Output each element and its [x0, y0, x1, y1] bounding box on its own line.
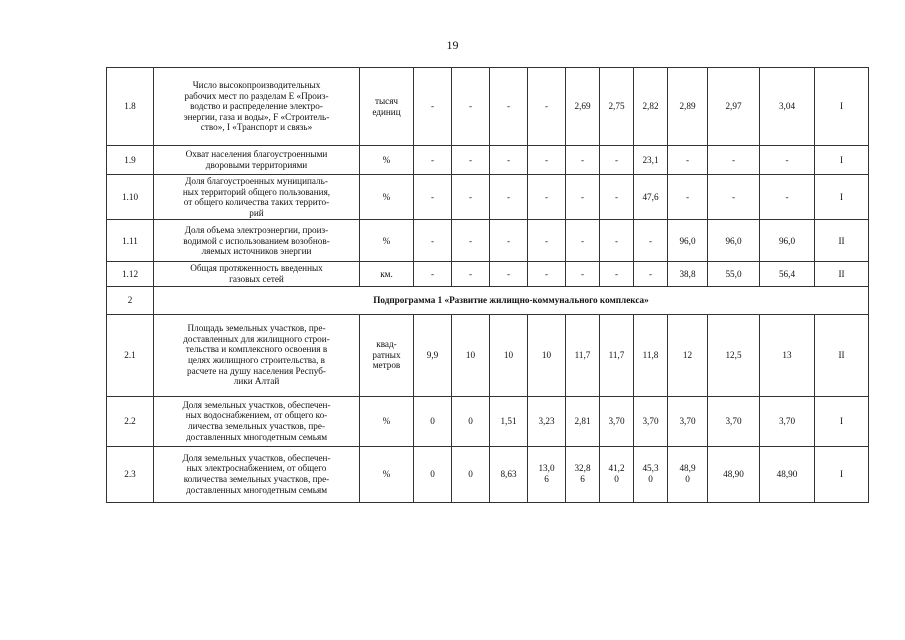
- year-value-text: -: [580, 268, 585, 279]
- year-value-text: 41,2 0: [608, 463, 625, 485]
- year-value-text: -: [430, 101, 435, 112]
- row-number-text: 1.12: [121, 268, 139, 279]
- year-value-text: -: [544, 154, 549, 165]
- year-value: [600, 262, 634, 286]
- year-value-text: -: [430, 235, 435, 246]
- year-value-text: 1,51: [500, 415, 517, 426]
- indicator-name: [154, 68, 360, 146]
- year-value: [634, 175, 668, 220]
- year-value: [760, 314, 815, 396]
- unit-text: %: [382, 235, 391, 246]
- year-value-text: 55,0: [725, 268, 742, 279]
- year-value: [566, 146, 600, 175]
- year-value-text: -: [785, 191, 789, 202]
- year-value-text: 96,0: [725, 235, 742, 246]
- year-value: [600, 175, 634, 220]
- year-value: [600, 396, 634, 446]
- year-value: [708, 68, 760, 146]
- year-value-text: 3,70: [642, 415, 659, 426]
- unit: [360, 220, 414, 262]
- year-value-text: 10: [465, 349, 476, 360]
- year-value-text: 9,9: [426, 349, 439, 360]
- indicator-name: [154, 175, 360, 220]
- year-value-text: 11,7: [608, 349, 625, 360]
- year-value: [566, 175, 600, 220]
- unit: [360, 396, 414, 446]
- unit: [360, 146, 414, 175]
- category: [815, 314, 869, 396]
- year-value: [414, 175, 452, 220]
- indicator-name-text: Площадь земельных участков, пре- доставленных для жилищного строи- тельства и комплексного освоения в целях жилищного строительства, в расчете на душу населения Респуб- лики Алтай: [183, 323, 330, 387]
- year-value: [452, 314, 490, 396]
- year-value-text: 2,75: [608, 101, 625, 112]
- year-value-text: -: [544, 101, 549, 112]
- year-value-text: 10: [503, 349, 514, 360]
- year-value-text: 48,9 0: [679, 463, 696, 485]
- category-text: I: [839, 101, 844, 112]
- year-value-text: 8,63: [500, 468, 517, 479]
- row-number-text: 1.8: [124, 101, 136, 112]
- row-number: [107, 146, 154, 175]
- category-text: II: [838, 349, 845, 360]
- indicators-table: [106, 67, 869, 503]
- year-value-text: -: [544, 191, 549, 202]
- year-value: [528, 262, 566, 286]
- year-value: [528, 314, 566, 396]
- year-value: [528, 175, 566, 220]
- subprogram-row: [107, 286, 869, 314]
- row-number: [107, 314, 154, 396]
- year-value: [708, 262, 760, 286]
- page-number: 19: [446, 38, 459, 52]
- year-value-text: -: [648, 235, 653, 246]
- year-value: [634, 146, 668, 175]
- unit-text: %: [382, 191, 391, 202]
- year-value: [668, 146, 708, 175]
- year-value: [600, 314, 634, 396]
- unit: [360, 446, 414, 502]
- year-value: [414, 396, 452, 446]
- indicator-name: [154, 262, 360, 286]
- year-value: [566, 262, 600, 286]
- year-value-text: 3,23: [538, 415, 555, 426]
- year-value: [414, 68, 452, 146]
- year-value-text: -: [506, 191, 511, 202]
- unit: [360, 262, 414, 286]
- year-value-text: -: [544, 235, 549, 246]
- year-value-text: 32,8 6: [574, 463, 591, 485]
- year-value-text: 3,70: [725, 415, 742, 426]
- year-value-text: -: [506, 101, 511, 112]
- year-value-text: 56,4: [778, 268, 796, 279]
- category-text: II: [838, 235, 845, 246]
- year-value-text: -: [648, 268, 653, 279]
- indicator-name: [154, 146, 360, 175]
- year-value: [634, 314, 668, 396]
- year-value-text: 13: [782, 349, 792, 360]
- year-value: [566, 220, 600, 262]
- year-value: [634, 220, 668, 262]
- year-value: [760, 446, 815, 502]
- table-row: [107, 262, 869, 286]
- year-value: [452, 220, 490, 262]
- year-value-text: 96,0: [679, 235, 696, 246]
- year-value: [566, 446, 600, 502]
- row-number: [107, 175, 154, 220]
- unit-text: км.: [380, 268, 393, 279]
- year-value-text: -: [731, 191, 736, 202]
- subprogram-title: [154, 286, 869, 314]
- year-value: [708, 146, 760, 175]
- year-value: [760, 220, 815, 262]
- category-text: I: [839, 154, 844, 165]
- year-value-text: 2,89: [679, 101, 696, 112]
- unit-text: %: [382, 154, 391, 165]
- year-value-text: -: [614, 268, 619, 279]
- table-row: [107, 146, 869, 175]
- row-number: [107, 446, 154, 502]
- year-value: [528, 396, 566, 446]
- row-number-text: 1.10: [121, 191, 139, 202]
- year-value: [760, 68, 815, 146]
- year-value-text: -: [685, 191, 690, 202]
- indicator-name-text: Доля земельных участков, обеспечен- ных водоснабжением, от общего ко- личества земельных участков, пре- доставленных многодетным семьям: [182, 399, 331, 442]
- row-number-text: 1.11: [122, 235, 138, 246]
- row-number: [107, 396, 154, 446]
- year-value: [668, 262, 708, 286]
- year-value-text: -: [614, 191, 619, 202]
- indicator-name: [154, 396, 360, 446]
- row-number: [107, 220, 154, 262]
- year-value-text: 10: [541, 349, 552, 360]
- category: [815, 396, 869, 446]
- category: [815, 220, 869, 262]
- year-value: [600, 146, 634, 175]
- row-number: [107, 68, 154, 146]
- year-value-text: -: [614, 235, 619, 246]
- category: [815, 175, 869, 220]
- indicator-name: [154, 314, 360, 396]
- year-value: [490, 68, 528, 146]
- year-value-text: 48,90: [723, 468, 744, 479]
- year-value: [760, 146, 815, 175]
- indicator-name-text: Доля земельных участков, обеспечен- ных электроснабжением, от общего количества земельных участков, пре- доставленных многодетным семьям: [182, 452, 331, 495]
- year-value-text: -: [468, 191, 473, 202]
- year-value: [634, 262, 668, 286]
- year-value: [414, 262, 452, 286]
- year-value-text: 12: [682, 349, 693, 360]
- year-value: [452, 262, 490, 286]
- year-value: [760, 175, 815, 220]
- year-value-text: -: [614, 154, 619, 165]
- table-row: [107, 68, 869, 146]
- year-value: [452, 68, 490, 146]
- year-value-text: 3,70: [778, 415, 796, 426]
- category-text: I: [839, 415, 844, 426]
- year-value-text: -: [468, 154, 473, 165]
- table-row: [107, 175, 869, 220]
- year-value-text: -: [506, 154, 511, 165]
- year-value-text: 0: [468, 468, 473, 479]
- year-value: [452, 396, 490, 446]
- year-value-text: -: [430, 268, 435, 279]
- year-value-text: 45,3 0: [642, 463, 659, 485]
- year-value-text: 2,97: [725, 101, 742, 112]
- year-value-text: 38,8: [679, 268, 696, 279]
- year-value-text: -: [580, 154, 585, 165]
- row-number-text: 2.1: [124, 349, 136, 360]
- table-row: [107, 396, 869, 446]
- unit-text: %: [382, 415, 391, 426]
- year-value: [452, 146, 490, 175]
- year-value: [634, 68, 668, 146]
- year-value: [452, 175, 490, 220]
- year-value-text: 47,6: [642, 191, 659, 202]
- indicator-name-text: Общая протяженность введенных газовых сетей: [190, 263, 323, 284]
- year-value-text: 3,70: [608, 415, 625, 426]
- indicator-name-text: Охват населения благоустроенными дворовыми территориями: [185, 149, 328, 170]
- year-value-text: 48,90: [776, 468, 798, 479]
- category-text: I: [839, 191, 844, 202]
- year-value-text: -: [430, 191, 435, 202]
- year-value-text: 2,69: [574, 101, 591, 112]
- year-value: [668, 396, 708, 446]
- subprogram-title-text: Подпрограмма 1 «Развитие жилищно-коммунального комплекса»: [373, 294, 649, 305]
- indicator-name: [154, 220, 360, 262]
- unit: [360, 175, 414, 220]
- year-value: [490, 446, 528, 502]
- unit-text: тысяч единиц: [372, 95, 401, 117]
- year-value: [708, 220, 760, 262]
- unit-text: квад- ратных метров: [372, 339, 401, 371]
- year-value: [528, 68, 566, 146]
- year-value: [528, 446, 566, 502]
- indicator-name: [154, 446, 360, 502]
- year-value: [490, 146, 528, 175]
- year-value-text: -: [468, 101, 473, 112]
- year-value-text: -: [468, 235, 473, 246]
- year-value: [760, 262, 815, 286]
- year-value-text: 11,7: [574, 349, 591, 360]
- year-value: [708, 396, 760, 446]
- year-value: [600, 220, 634, 262]
- year-value-text: 11,8: [642, 349, 659, 360]
- year-value-text: 23,1: [642, 154, 659, 165]
- year-value-text: 3,70: [679, 415, 696, 426]
- year-value: [600, 446, 634, 502]
- unit: [360, 68, 414, 146]
- year-value-text: 0: [430, 468, 435, 479]
- year-value: [490, 314, 528, 396]
- year-value-text: -: [580, 191, 585, 202]
- table-row: [107, 446, 869, 502]
- year-value: [708, 314, 760, 396]
- year-value-text: 13,0 6: [538, 463, 555, 485]
- year-value: [708, 446, 760, 502]
- year-value: [414, 314, 452, 396]
- year-value: [528, 220, 566, 262]
- year-value: [490, 262, 528, 286]
- year-value: [566, 396, 600, 446]
- year-value: [634, 446, 668, 502]
- year-value: [600, 68, 634, 146]
- year-value: [490, 220, 528, 262]
- table-row: [107, 220, 869, 262]
- year-value: [668, 68, 708, 146]
- year-value: [414, 220, 452, 262]
- year-value: [566, 314, 600, 396]
- year-value: [528, 146, 566, 175]
- category-text: II: [838, 268, 845, 279]
- indicator-name-text: Доля объема электроэнергии, произ- водимой с использованием возобнов- ляемых источников энергии: [183, 224, 330, 257]
- year-value-text: 96,0: [778, 235, 796, 246]
- year-value-text: 0: [468, 415, 473, 426]
- row-number-text: 2.2: [124, 415, 136, 426]
- year-value-text: -: [506, 235, 511, 246]
- table-row: [107, 314, 869, 396]
- subprogram-number: [107, 286, 154, 314]
- year-value: [452, 446, 490, 502]
- year-value: [634, 396, 668, 446]
- year-value-text: -: [785, 154, 789, 165]
- row-number: [107, 262, 154, 286]
- year-value: [668, 446, 708, 502]
- unit-text: %: [382, 468, 391, 479]
- category-text: I: [839, 468, 844, 479]
- year-value-text: -: [580, 235, 585, 246]
- indicator-name-text: Доля благоустроенных муниципаль- ных территорий общего пользования, от общего количества таких террито- рий: [182, 176, 331, 218]
- category: [815, 68, 869, 146]
- year-value-text: 3,04: [778, 101, 796, 112]
- year-value-text: -: [430, 154, 435, 165]
- year-value: [760, 396, 815, 446]
- year-value-text: -: [544, 268, 549, 279]
- row-number-text: 1.9: [124, 154, 136, 165]
- year-value: [414, 146, 452, 175]
- year-value-text: -: [468, 268, 473, 279]
- year-value-text: -: [731, 154, 736, 165]
- year-value-text: 2,82: [642, 101, 659, 112]
- year-value: [414, 446, 452, 502]
- year-value: [490, 396, 528, 446]
- year-value-text: -: [506, 268, 511, 279]
- year-value: [708, 175, 760, 220]
- year-value-text: 0: [430, 415, 435, 426]
- indicator-name-text: Число высокопроизводительных рабочих мест по разделам Е «Произ- водство и распределение электро- энергии, газа и воды», F «Строитель- ство», I «Транспорт и связь»: [183, 80, 330, 133]
- category: [815, 262, 869, 286]
- year-value-text: 12,5: [725, 349, 742, 360]
- subprogram-number-text: 2: [127, 294, 133, 305]
- year-value: [668, 220, 708, 262]
- category: [815, 446, 869, 502]
- year-value: [566, 68, 600, 146]
- year-value: [490, 175, 528, 220]
- row-number-text: 2.3: [124, 468, 136, 479]
- unit: [360, 314, 414, 396]
- category: [815, 146, 869, 175]
- year-value: [668, 314, 708, 396]
- year-value-text: -: [685, 154, 690, 165]
- year-value: [668, 175, 708, 220]
- year-value-text: 2,81: [574, 415, 591, 426]
